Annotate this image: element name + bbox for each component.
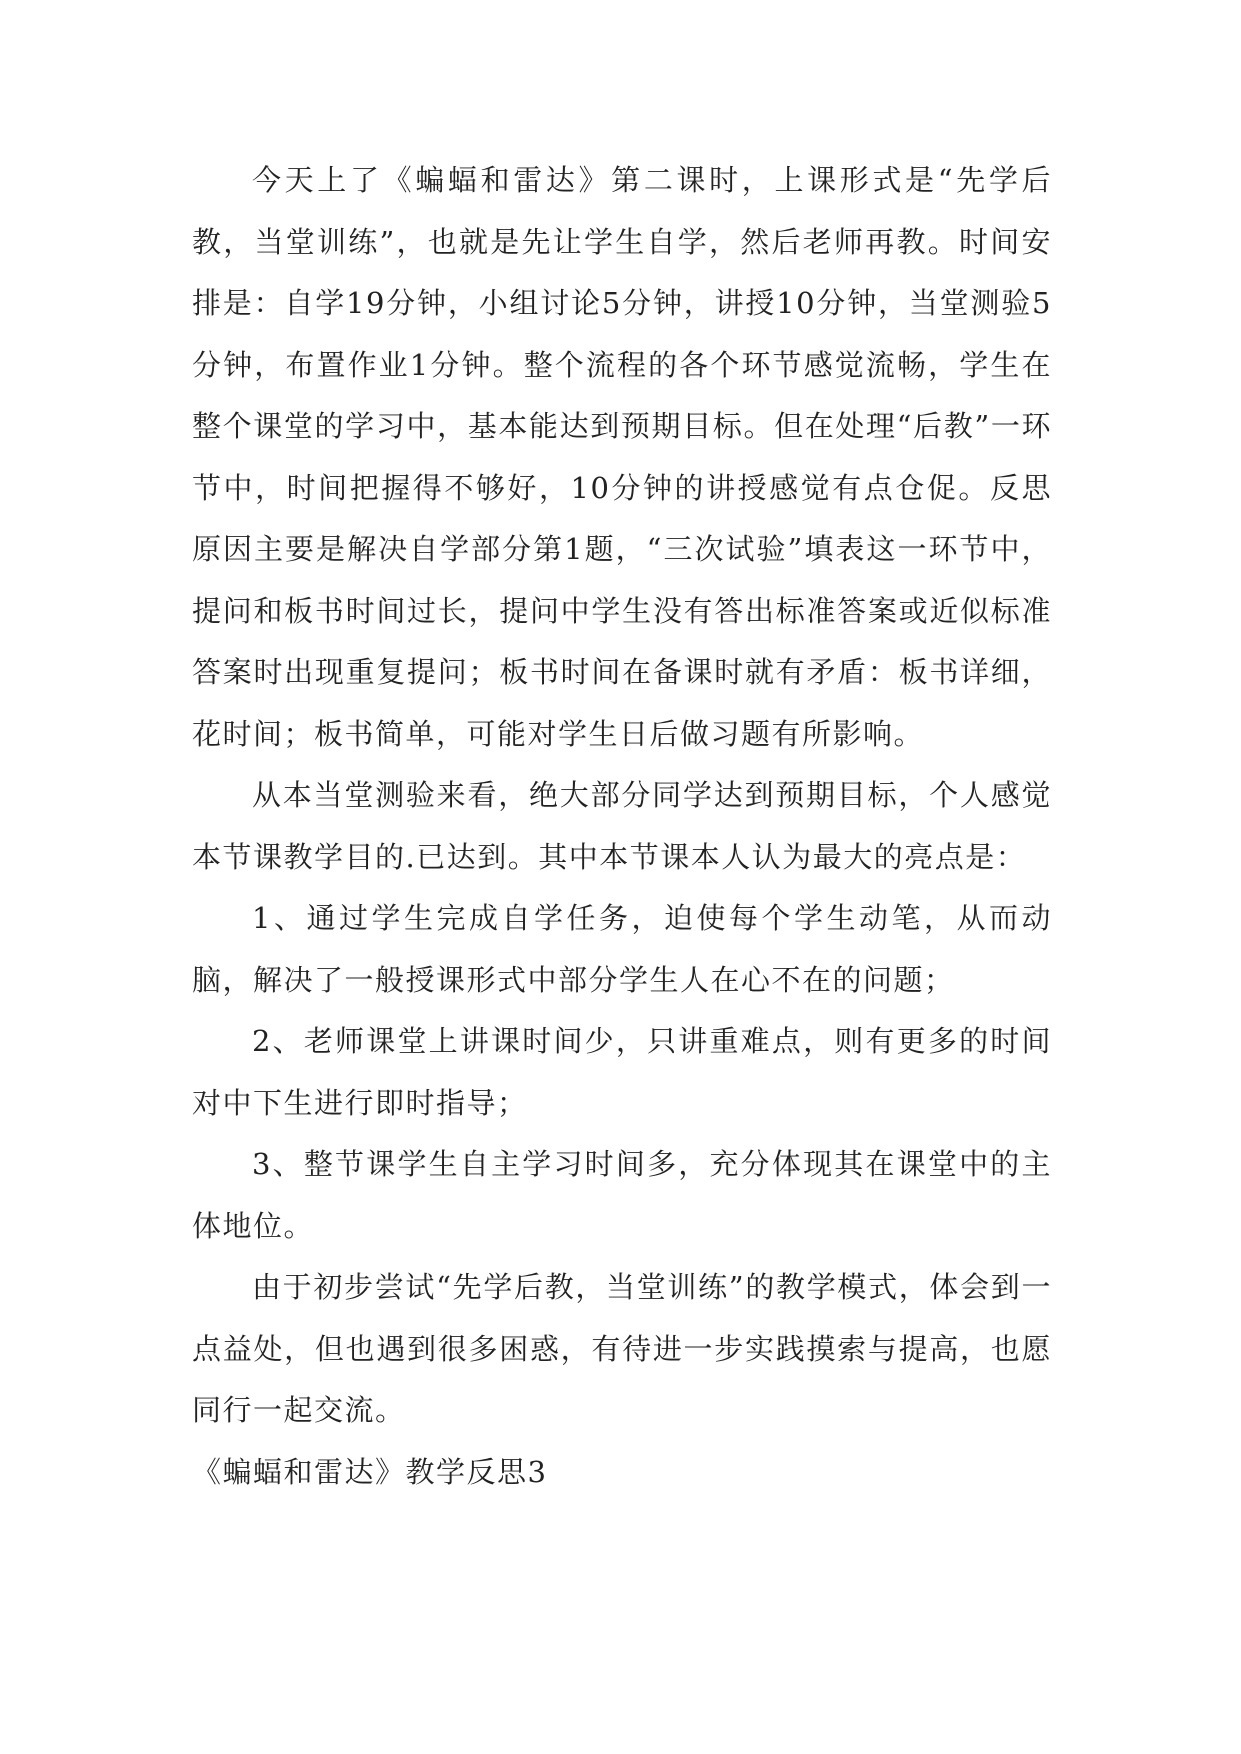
next-section-title: 《蝙蝠和雷达》教学反思3 [192,1454,548,1489]
paragraph-point-1: 1、通过学生完成自学任务，迫使每个学生动笔，从而动脑，解决了一般授课形式中部分学生人在心不在的问题； [192,901,1052,997]
paragraph-point-3: 3、整节课学生自主学习时间多，充分体现其在课堂中的主体地位。 [192,1147,1052,1243]
paragraph-lesson-summary: 今天上了《蝙蝠和雷达》第二课时，上课形式是“先学后教，当堂训练”，也就是先让学生自学，然后老师再教。时间安排是：自学19分钟，小组讨论5分钟，讲授10分钟，当堂测验5分钟，布置作业1分钟。整个流程的各个环节感觉流畅，学生在整个课堂的学习中，基本能达到预期目标。但在处理“后教”一环节中，时间把握得不够好，10分钟的讲授感觉有点仓促。反思原因主要是解决自学部分第1题，“三次试验”填表这一环节中，提问和板书时间过长，提问中学生没有答出标准答案或近似标准答案时出现重复提问；板书时间在备课时就有矛盾：板书详细，花时间；板书简单，可能对学生日后做习题有所影响。 [192,163,1052,751]
paragraph-test-results: 从本当堂测验来看，绝大部分同学达到预期目标，个人感觉本节课教学目的.已达到。其中本节课本人认为最大的亮点是： [192,778,1052,874]
paragraph-conclusion: 由于初步尝试“先学后教，当堂训练”的教学模式，体会到一点益处，但也遇到很多困惑，有待进一步实践摸索与提高，也愿同行一起交流。 [192,1270,1052,1427]
document-page [192,150,1052,1503]
paragraph-point-2: 2、老师课堂上讲课时间少，只讲重难点，则有更多的时间对中下生进行即时指导； [192,1024,1052,1120]
